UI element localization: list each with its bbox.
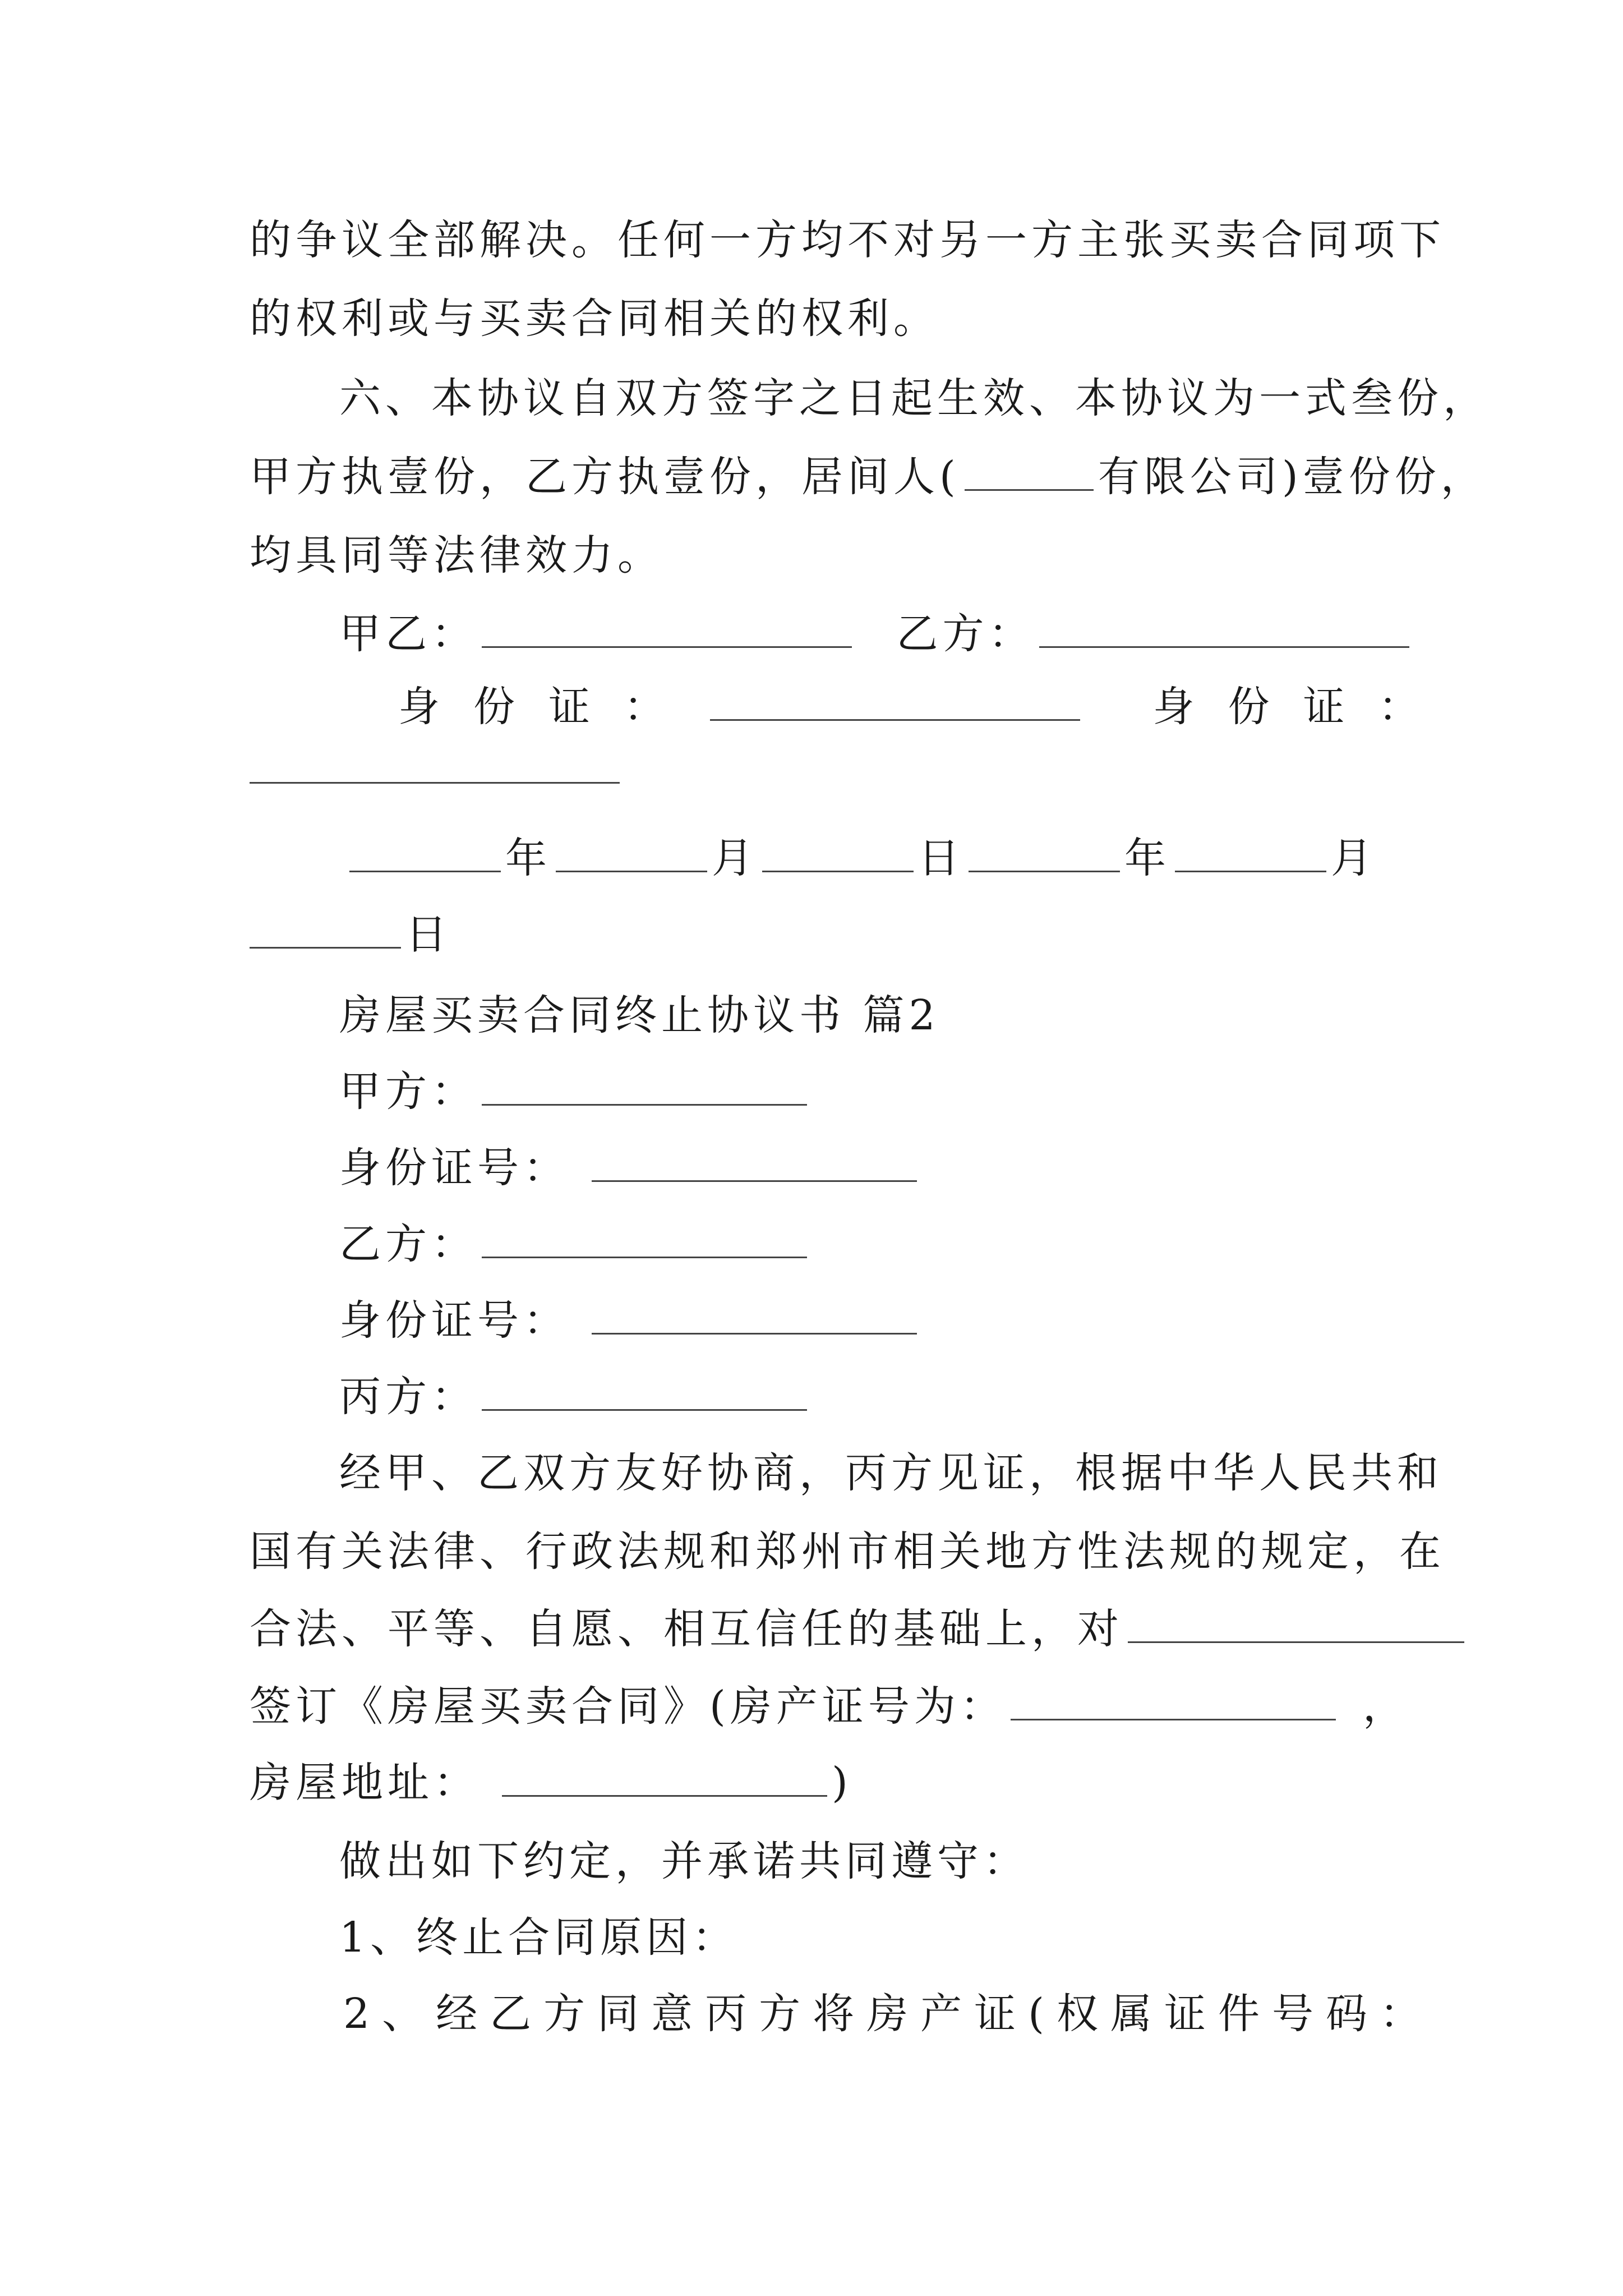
paragraph-line: 国有关法律、行政法规和郑州市相关地方性法规的规定，在 <box>250 1527 1445 1576</box>
id-b-label: 身份证： <box>1152 683 1454 731</box>
field-line <box>339 1371 811 1423</box>
text-segment: 房屋地址： <box>250 1759 479 1807</box>
date-day-label: 日 <box>918 834 964 882</box>
company-blank <box>965 452 1094 491</box>
date-line <box>250 909 451 960</box>
text-segment: ) <box>832 1759 852 1807</box>
party-c-blank <box>482 1372 807 1411</box>
section-title: 房屋买卖合同终止协议书 篇2 <box>339 991 940 1039</box>
paragraph-line: 的权利或与买卖合同相关的权利。 <box>250 295 939 343</box>
date-year-label: 年 <box>505 834 551 882</box>
text-segment: 甲方执壹份，乙方执壹份，居间人( <box>250 453 960 501</box>
paragraph-line: 做出如下约定，并承诺共同遵守： <box>339 1837 1029 1885</box>
party-b-label: 乙方： <box>896 610 1035 658</box>
id-b-blank <box>250 745 620 784</box>
certificate-number-blank <box>1011 1682 1336 1720</box>
address-blank <box>502 1758 827 1797</box>
month-blank <box>1175 834 1326 872</box>
month-blank <box>556 834 707 872</box>
party-a-label: 甲乙： <box>339 610 477 658</box>
party-b-blank <box>1039 609 1409 648</box>
field-line <box>339 1218 811 1270</box>
text-segment: ， <box>1362 1682 1409 1731</box>
paragraph-line: 经甲、乙双方友好协商，丙方见证，根据中华人民共和 <box>339 1449 1443 1497</box>
year-blank <box>349 834 501 872</box>
paragraph-line: 均具同等法律效力。 <box>250 531 663 579</box>
paragraph-line <box>250 1603 1469 1655</box>
date-year-label: 年 <box>1124 834 1170 882</box>
date-line <box>345 832 1377 884</box>
paragraph-line <box>250 451 1487 503</box>
text-segment: 签订《房屋买卖合同》(房产证号为： <box>250 1682 1006 1731</box>
party-b-id-blank <box>592 1296 917 1335</box>
party-a-blank <box>482 609 852 648</box>
party-c-label: 丙方： <box>339 1373 477 1421</box>
field-line <box>339 1295 921 1346</box>
party-b-id-label: 身份证号： <box>339 1296 569 1345</box>
party-a-id-blank <box>592 1143 917 1182</box>
day-blank <box>250 910 401 949</box>
paragraph-line: 六、本协议自双方签字之日起生效、本协议为一式叁份， <box>339 374 1489 422</box>
id-b-blank-line <box>250 744 624 795</box>
counterparty-blank <box>1128 1604 1464 1643</box>
party-b-blank <box>482 1220 807 1258</box>
signature-line <box>339 608 1414 660</box>
party-a-blank <box>482 1067 807 1106</box>
date-day-label: 日 <box>405 910 451 959</box>
text-segment: 合法、平等、自愿、相互信任的基础上，对 <box>250 1605 1123 1653</box>
id-line <box>398 681 1454 733</box>
day-blank <box>762 834 914 872</box>
paragraph-line <box>250 1757 852 1809</box>
list-item: 1、终止合同原因： <box>339 1913 739 1962</box>
paragraph-line: 的争议全部解决。任何一方均不对另一方主张买卖合同项下 <box>250 216 1445 264</box>
date-month-label: 月 <box>712 834 758 882</box>
list-item: 2、经乙方同意丙方将房产证(权属证件号码： <box>343 1990 1433 2038</box>
party-a-label: 甲方： <box>339 1068 477 1116</box>
party-b-label: 乙方： <box>339 1220 477 1268</box>
id-a-blank <box>710 682 1080 721</box>
field-line <box>339 1066 811 1117</box>
id-a-label: 身份证： <box>398 683 699 731</box>
year-blank <box>969 834 1120 872</box>
text-segment: 有限公司)壹份份， <box>1098 453 1487 501</box>
paragraph-line <box>250 1681 1409 1732</box>
party-a-id-label: 身份证号： <box>339 1144 569 1192</box>
date-month-label: 月 <box>1331 834 1377 882</box>
field-line <box>339 1142 921 1194</box>
